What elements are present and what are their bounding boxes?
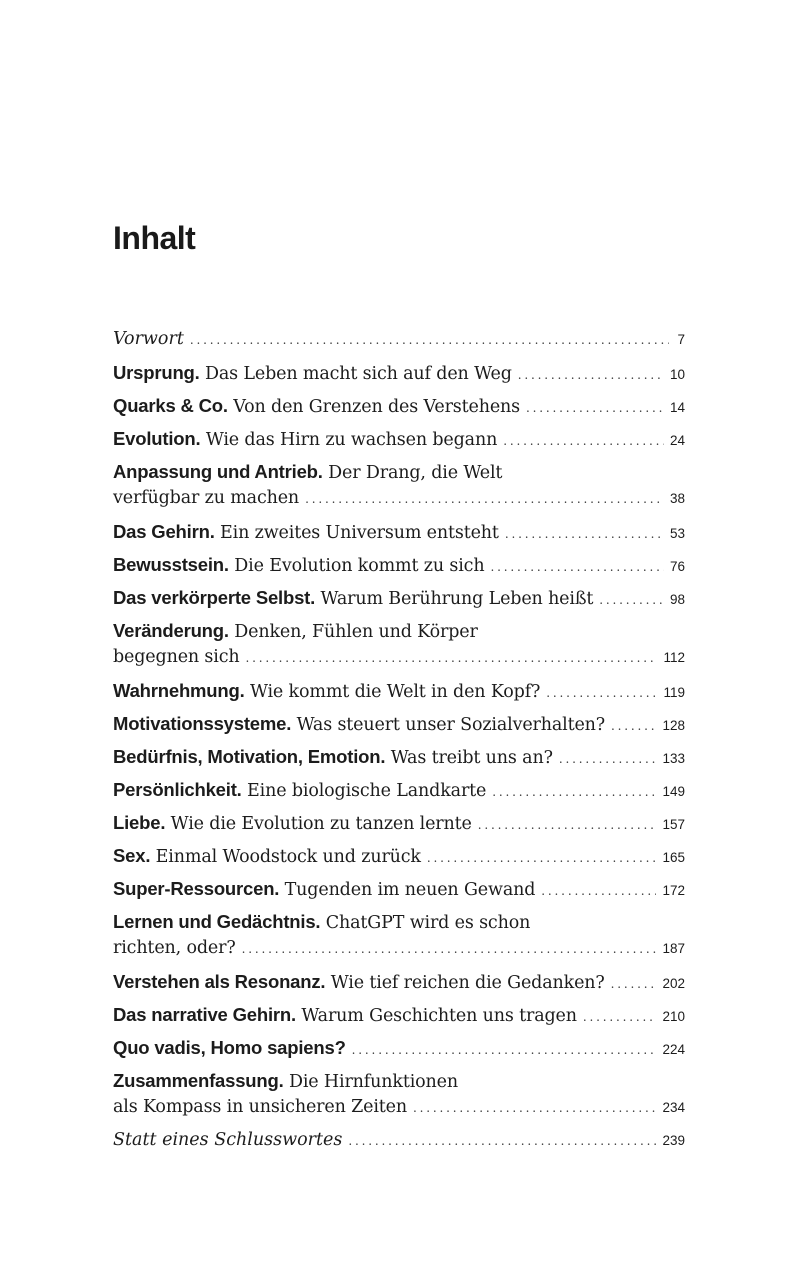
dot-leader: [478, 812, 657, 839]
toc-entry-subtitle: Einmal Woodstock und zurück: [150, 847, 421, 867]
toc-entry-subtitle: Eine biologische Landkarte: [241, 781, 487, 801]
toc-entry-subtitle: Die Evolution kommt zu sich: [228, 556, 485, 576]
dot-leader: [518, 362, 664, 389]
dot-leader: [490, 554, 664, 581]
toc-entry-keyword: Zusammenfassung.: [113, 1070, 284, 1091]
toc-page-number: 53: [669, 526, 685, 541]
dot-leader: [305, 486, 664, 513]
toc-page-number: 14: [669, 400, 685, 415]
toc-entry-line: [113, 485, 685, 512]
toc-page-number: 234: [662, 1100, 685, 1115]
toc-entry-subtitle: Von den Grenzen des Verstehens: [227, 397, 520, 417]
toc-entry-line: [113, 809, 685, 836]
toc-entry-line: [113, 1001, 685, 1028]
toc-page-number: 10: [669, 367, 685, 382]
toc-page-number: 38: [669, 491, 685, 506]
toc-entry-keyword: Wahrnehmung.: [113, 680, 245, 701]
toc-entry-keyword: Bewusstsein.: [113, 554, 229, 575]
toc-entry-line: [113, 458, 685, 485]
toc-entry-line: [113, 518, 685, 545]
dot-leader: [541, 878, 656, 905]
dot-leader: [242, 936, 657, 963]
toc-entry[interactable]: [113, 392, 685, 419]
toc-entry[interactable]: [113, 326, 685, 353]
dot-leader: [427, 845, 657, 872]
toc-entry[interactable]: [113, 1001, 685, 1028]
toc-entry[interactable]: [113, 875, 685, 902]
dot-leader: [505, 521, 664, 548]
toc-entry-subtitle: Denken, Fühlen und Körper: [228, 622, 478, 642]
toc-entry-line: [113, 743, 685, 770]
toc-entry-subtitle-continued: verfügbar zu machen: [113, 488, 300, 508]
toc-entry-keyword: Lernen und Gedächtnis.: [113, 911, 321, 932]
toc-entry-subtitle-continued: richten, oder?: [113, 938, 236, 958]
toc-entry[interactable]: [113, 551, 685, 578]
toc-entry-keyword: Quarks & Co.: [113, 395, 228, 416]
dot-leader: [546, 680, 657, 707]
toc-entry[interactable]: [113, 677, 685, 704]
toc-entry-line: [113, 617, 685, 644]
toc-entry-subtitle-continued: als Kompass in unsicheren Zeiten: [113, 1097, 407, 1117]
dot-leader: [611, 713, 656, 740]
toc-entry[interactable]: [113, 968, 685, 995]
toc-entry-line: [113, 875, 685, 902]
toc-entry-line: [113, 710, 685, 737]
toc-entry-line: [113, 776, 685, 803]
dot-leader: [599, 587, 664, 614]
dot-leader: [352, 1037, 657, 1064]
toc-entry-subtitle: Wie das Hirn zu wachsen begann: [200, 430, 498, 450]
toc-entry-subtitle: Warum Geschichten uns tragen: [295, 1006, 577, 1026]
toc-entry-subtitle: Der Drang, die Welt: [322, 463, 503, 483]
toc-entry-keyword: Das Gehirn.: [113, 521, 215, 542]
toc-entry-keyword: Motivationssysteme.: [113, 713, 292, 734]
toc-entry-line: [113, 1067, 685, 1094]
toc-entry-keyword: Liebe.: [113, 812, 166, 833]
toc-entry-line: [113, 1127, 685, 1154]
toc-entry[interactable]: [113, 617, 685, 671]
toc-page-number: 98: [669, 592, 685, 607]
toc-entry-keyword: Anpassung und Antrieb.: [113, 461, 323, 482]
dot-leader: [190, 327, 669, 354]
toc-entry-subtitle: Tugenden im neuen Gewand: [279, 880, 536, 900]
toc-entry[interactable]: [113, 1067, 685, 1121]
toc-entry-subtitle: Das Leben macht sich auf den Weg: [199, 364, 512, 384]
dot-leader: [245, 645, 657, 672]
dot-leader: [611, 971, 657, 998]
toc-entry-title: Statt eines Schlusswortes: [113, 1130, 343, 1150]
toc-page-number: 239: [662, 1133, 685, 1148]
dot-leader: [503, 428, 664, 455]
toc-entry-line: [113, 326, 685, 353]
toc-entry-keyword: Evolution.: [113, 428, 201, 449]
toc-entry-line: [113, 551, 685, 578]
toc-page-number: 133: [662, 751, 685, 766]
toc-entry-keyword: Persönlichkeit.: [113, 779, 242, 800]
dot-leader: [348, 1128, 656, 1155]
toc-page-number: 112: [663, 650, 685, 665]
toc-entry[interactable]: [113, 518, 685, 545]
toc-entry-subtitle: Warum Berührung Leben heißt: [315, 589, 594, 609]
toc-entry-subtitle: Wie tief reichen die Gedanken?: [325, 973, 605, 993]
toc-entry[interactable]: [113, 809, 685, 836]
toc-entry-keyword: Quo vadis, Homo sapiens?: [113, 1037, 346, 1058]
toc-entry-subtitle: Wie kommt die Welt in den Kopf?: [244, 682, 541, 702]
dot-leader: [492, 779, 656, 806]
toc-entry[interactable]: [113, 842, 685, 869]
toc-entry-subtitle-continued: begegnen sich: [113, 647, 240, 667]
toc-entry-line: [113, 842, 685, 869]
toc-entry-keyword: Veränderung.: [113, 620, 229, 641]
toc-entry-line: [113, 935, 685, 962]
toc-page-number: 157: [662, 817, 685, 832]
toc-page-number: 202: [662, 976, 685, 991]
toc-entry[interactable]: [113, 584, 685, 611]
toc-entry-title: Vorwort: [113, 329, 184, 349]
toc-entry-subtitle: Die Hirnfunktionen: [283, 1072, 458, 1092]
toc-entry[interactable]: [113, 425, 685, 452]
dot-leader: [413, 1095, 656, 1122]
toc-entry[interactable]: [113, 359, 685, 386]
toc-entry-line: [113, 359, 685, 386]
toc-page-number: 187: [662, 941, 685, 956]
toc-entry[interactable]: [113, 908, 685, 962]
toc-entry-line: [113, 908, 685, 935]
toc-entry[interactable]: [113, 776, 685, 803]
toc-entry-keyword: Bedürfnis, Motivation, Emotion.: [113, 746, 386, 767]
toc-entry-subtitle: ChatGPT wird es schon: [320, 913, 531, 933]
dot-leader: [526, 395, 664, 422]
toc-page-number: 76: [669, 559, 685, 574]
dot-leader: [583, 1004, 657, 1031]
toc-entry[interactable]: [113, 1127, 685, 1154]
table-of-contents: [113, 326, 685, 1160]
toc-page-number: 119: [663, 685, 685, 700]
toc-entry-line: [113, 392, 685, 419]
toc-entry-line: [113, 968, 685, 995]
toc-page-number: 224: [662, 1042, 685, 1057]
toc-entry-line: [113, 584, 685, 611]
toc-entry-keyword: Das narrative Gehirn.: [113, 1004, 296, 1025]
toc-page-number: 165: [662, 850, 685, 865]
toc-entry-line: [113, 644, 685, 671]
toc-page-number: 128: [662, 718, 685, 733]
toc-entry-keyword: Das verkörperte Selbst.: [113, 587, 316, 608]
toc-entry-line: [113, 1034, 685, 1061]
toc-entry-subtitle: Wie die Evolution zu tanzen lernte: [165, 814, 472, 834]
toc-entry[interactable]: [113, 743, 685, 770]
toc-entry-line: [113, 677, 685, 704]
toc-entry-keyword: Super-Ressourcen.: [113, 878, 280, 899]
toc-page-number: 24: [669, 433, 685, 448]
toc-page-number: 172: [662, 883, 685, 898]
dot-leader: [559, 746, 657, 773]
toc-entry[interactable]: [113, 710, 685, 737]
toc-page-number: 210: [662, 1009, 685, 1024]
toc-entry-keyword: Sex.: [113, 845, 151, 866]
toc-entry-subtitle: Ein zweites Universum entsteht: [214, 523, 499, 543]
toc-entry-keyword: Ursprung.: [113, 362, 200, 383]
toc-page-number: 149: [662, 784, 685, 799]
page-title: Inhalt: [113, 220, 196, 256]
toc-entry-subtitle: Was treibt uns an?: [385, 748, 553, 768]
toc-entry[interactable]: [113, 1034, 685, 1061]
toc-entry-line: [113, 1094, 685, 1121]
toc-entry-subtitle: Was steuert unser Sozialverhalten?: [291, 715, 606, 735]
toc-entry-line: [113, 425, 685, 452]
toc-entry-keyword: Verstehen als Resonanz.: [113, 971, 326, 992]
toc-entry[interactable]: [113, 458, 685, 512]
toc-page-number: 7: [677, 332, 685, 347]
